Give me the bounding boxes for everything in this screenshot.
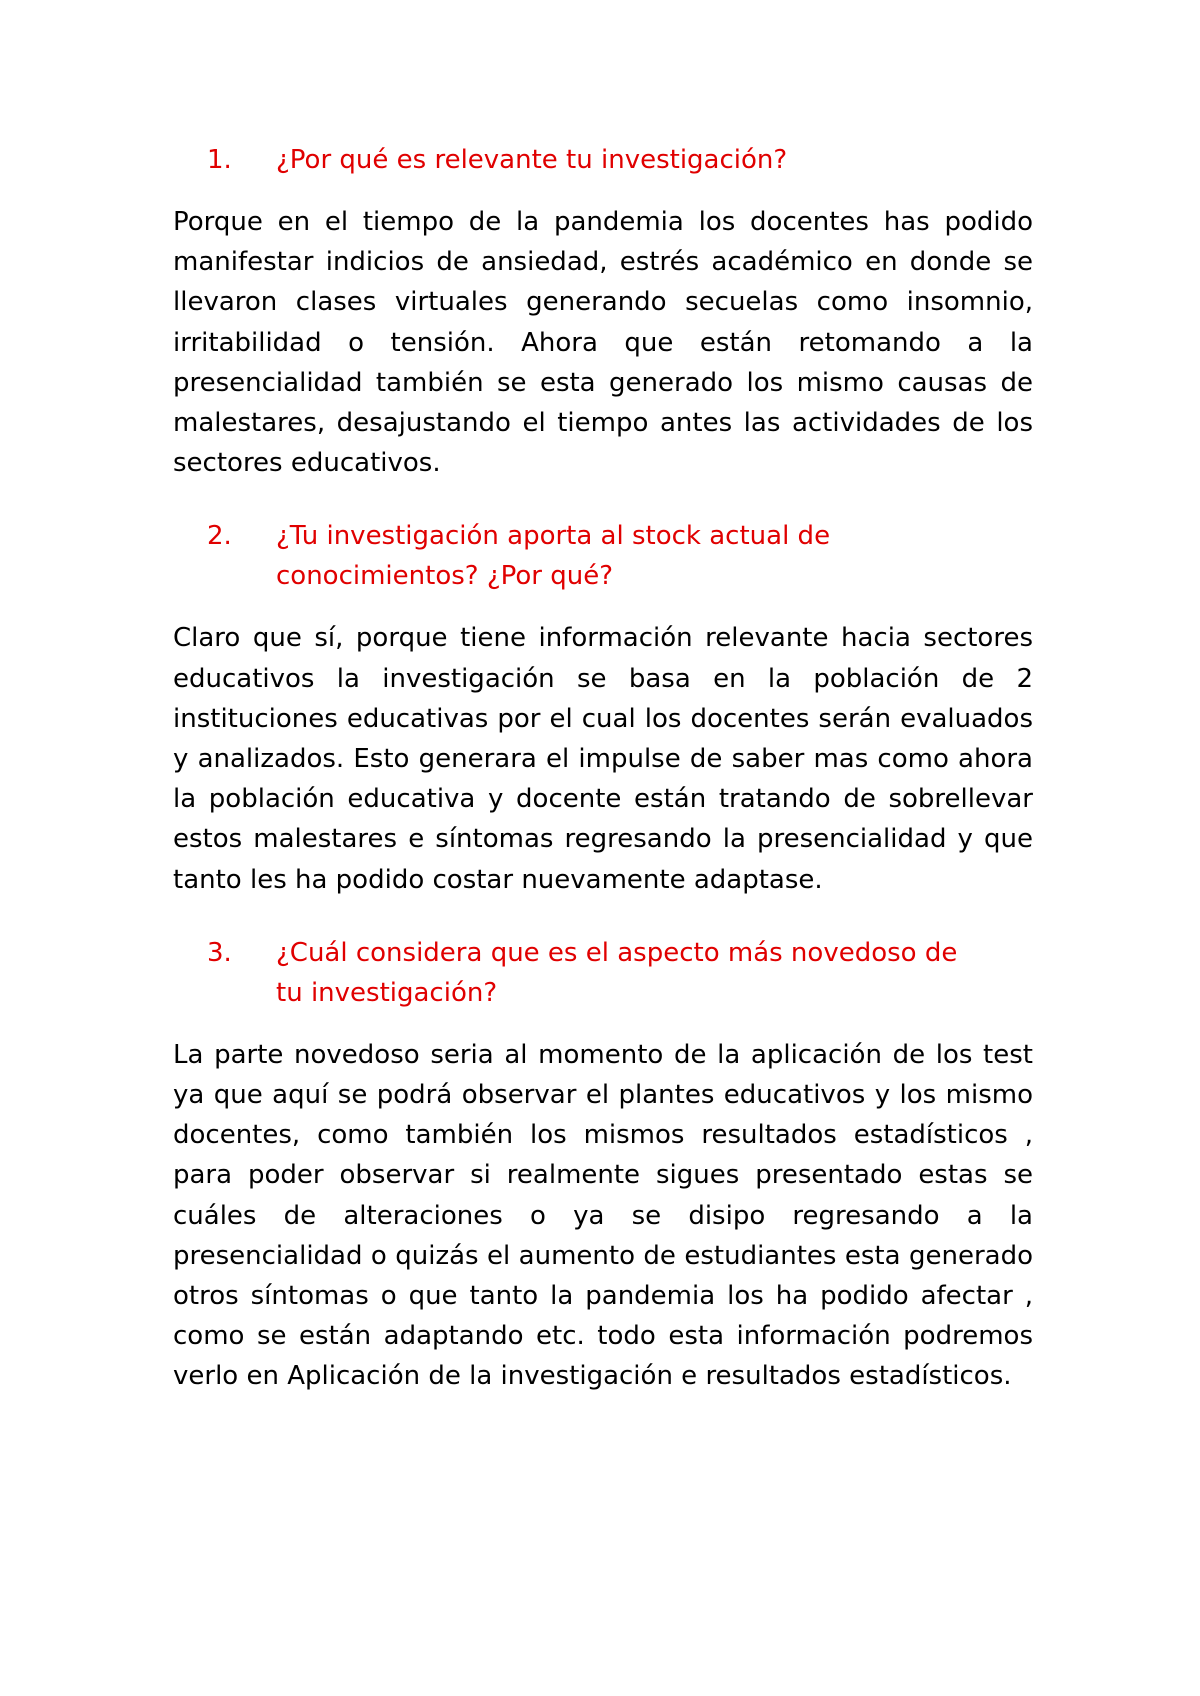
question-2-number: 2. bbox=[207, 521, 232, 552]
answer-1: Porque en el tiempo de la pandemia los docentes has podido manifestar indicios de ansiedad, estrés académico en donde se llevaron clases virtuales generando secuelas como insomnio, irritabilidad o tensión. Ahora que están retomando a la presencialidad también se esta generado los mismo causas de malestares, desajustando el tiempo antes las actividades de los sectores educativos. bbox=[173, 207, 1033, 479]
answer-2: Claro que sí, porque tiene información relevante hacia sectores educativos la investigación se basa en la población de 2 instituciones educativas por el cual los docentes serán evaluados y analizados. Esto generara el impulse de saber mas como ahora la población educativa y docente están tratando de sobrellevar estos malestares e síntomas regresando la presencialidad y que tanto les ha podido costar nuevamente adaptase. bbox=[173, 623, 1033, 895]
answer-3: La parte novedoso seria al momento de la aplicación de los test ya que aquí se podrá observar el plantes educativos y los mismo docentes, como también los mismos resultados estadísticos , para poder observar si realmente sigues presentado estas se cuáles de alteraciones o ya se disipo regresando a la presencialidad o quizás el aumento de estudiantes esta generado otros síntomas o que tanto la pandemia los ha podido afectar , como se están adaptando etc. todo esta información podremos verlo en Aplicación de la investigación e resultados estadísticos. bbox=[173, 1039, 1033, 1392]
question-1-number: 1. bbox=[207, 145, 232, 175]
document-page bbox=[173, 140, 1033, 1397]
question-2-text: ¿Tu investigación aporta al stock actual de conocimientos? ¿Por qué? bbox=[276, 521, 831, 592]
question-3-text: ¿Cuál considera que es el aspecto más novedoso de tu investigación? bbox=[276, 937, 958, 1008]
question-2 bbox=[173, 516, 1033, 596]
question-1 bbox=[173, 140, 1033, 180]
question-3 bbox=[173, 933, 1033, 1013]
question-1-text: ¿Por qué es relevante tu investigación? bbox=[276, 145, 788, 175]
question-3-number: 3. bbox=[207, 937, 232, 968]
